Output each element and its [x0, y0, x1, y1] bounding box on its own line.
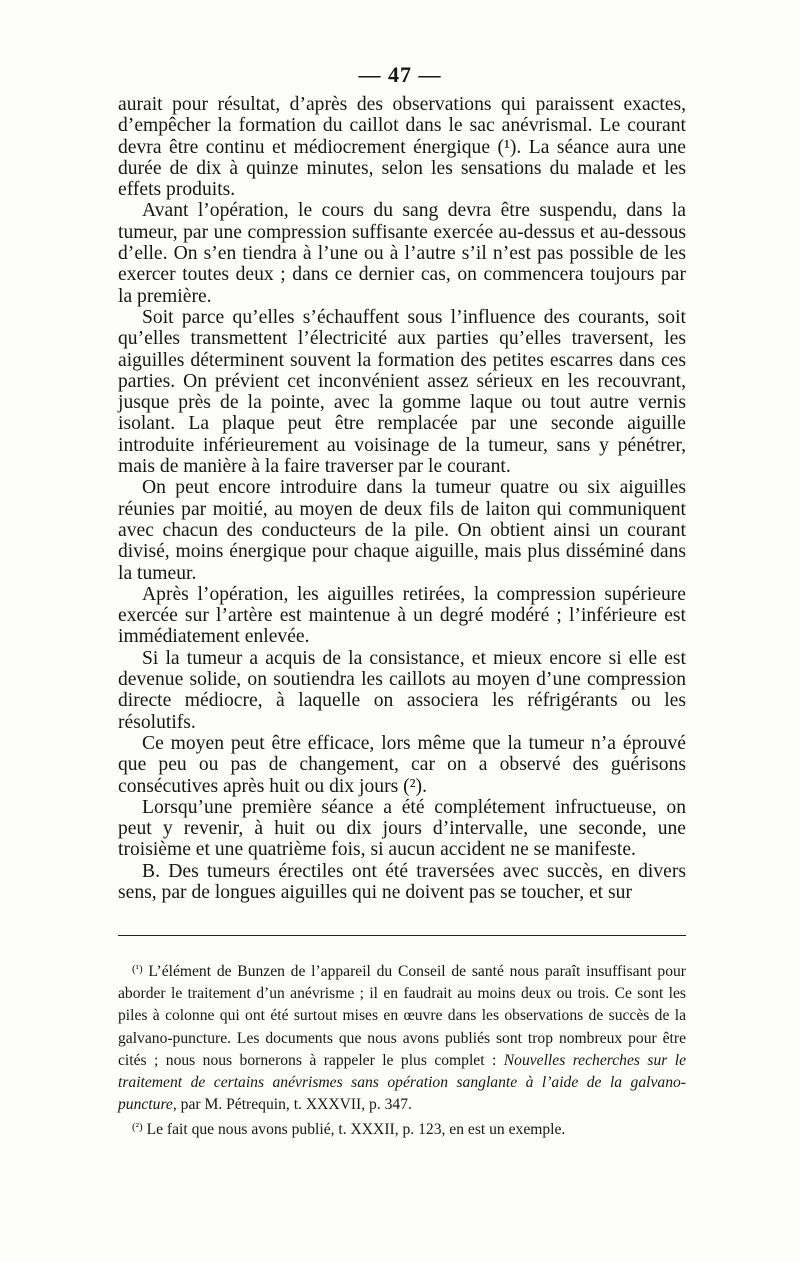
- paragraph: Ce moyen peut être efficace, lors même que la tumeur n’a éprouvé que peu ou pas de changement, car on a observé des guérisons consécutives après huit ou dix jours (²).: [118, 732, 686, 797]
- footnote: [118, 1116, 686, 1141]
- main-text: [118, 94, 686, 903]
- footnote: [118, 958, 686, 1116]
- paragraph: B. Des tumeurs érectiles ont été traversées avec succès, en divers sens, par de longues aiguilles qui ne doivent pas se toucher, et sur: [118, 860, 686, 903]
- footnote-text: Le fait que nous avons publié, t. XXXII, p. 123, en est un exemple.: [146, 1121, 566, 1139]
- paragraph: On peut encore introduire dans la tumeur quatre ou six aiguilles réunies par moitié, au moyen de deux fils de laiton qui communiquent avec chacun des conducteurs de la pile. On obtient ainsi un courant divisé, moins énergique pour chaque aiguille, mais plus disséminé dans la tumeur.: [118, 477, 686, 584]
- paragraph: aurait pour résultat, d’après des observations qui paraissent exactes, d’empêcher la formation du caillot dans le sac anévrismal. Le courant devra être continu et médiocrement énergique (¹). La séance aura une durée de dix à quinze minutes, selon les sensations du malade et les effets produits.: [118, 94, 686, 201]
- paragraph: Après l’opération, les aiguilles retirées, la compression supérieure exercée sur l’artère est maintenue à un degré modéré ; l’inférieure est immédiatement enlevée.: [118, 583, 686, 648]
- footnotes: [118, 958, 686, 1142]
- paragraph: Soit parce qu’elles s’échauffent sous l’influence des courants, soit qu’elles transmettent l’électricité aux parties qu’elles traversent, les aiguilles déterminent souvent la formation des petites escarres dans ces parties. On prévient cet inconvénient assez sérieux en les recouvrant, jusque près de la pointe, avec la gomme laque ou tout autre vernis isolant. La plaque peut être remplacée par une seconde aiguille introduite inférieurement au voisinage de la tumeur, sans y pénétrer, mais de manière à la faire traverser par le courant.: [118, 306, 686, 478]
- footnote-mark: ( $^{^2}$ ): [132, 1121, 143, 1133]
- footnote-text: L’élément de Bunzen de l’appareil du Conseil de santé nous paraît insuffisant pour aborder le traitement d’un anévrisme ; il en faudrait au moins deux ou trois. Ce sont les piles à colonne qui ont été surtout mises en œuvre dans les observations de succès de la galvano-puncture. Les documents que nous avons publiés sont trop nombreux pour être cités ; nous nous bornerons à rappeler le plus complet :: [118, 963, 687, 1069]
- footnote-divider: [118, 935, 686, 936]
- paragraph: Lorsqu’une première séance a été complétement infructueuse, on peut y revenir, à huit ou dix jours d’intervalle, une seconde, une troisième et une quatrième fois, si aucun accident ne se manifeste.: [118, 796, 686, 861]
- paragraph: Si la tumeur a acquis de la consistance, et mieux encore si elle est devenue solide, on soutiendra les caillots au moyen d’une compression directe médiocre, à laquelle on associera les réfrigérants ou les résolutifs.: [118, 647, 686, 733]
- footnote-text: , par M. Pétrequin, t. XXXVII, p. 347.: [172, 1096, 412, 1114]
- paragraph: Avant l’opération, le cours du sang devra être suspendu, dans la tumeur, par une compression suffisante exercée au-dessus et au-dessous d’elle. On s’en tiendra à l’une ou à l’autre s’il n’est pas possible de les exercer toutes deux ; dans ce dernier cas, on commencera toujours par la première.: [118, 200, 686, 307]
- footnote-title: Nouvelles recherches sur le traitement de certains anévrismes sans opération sanglante à l’aide de la galvano-puncture: [118, 1051, 686, 1114]
- footnote-mark: ( $^{^1}$ ): [132, 963, 143, 975]
- page-number: — 47 —: [358, 62, 442, 87]
